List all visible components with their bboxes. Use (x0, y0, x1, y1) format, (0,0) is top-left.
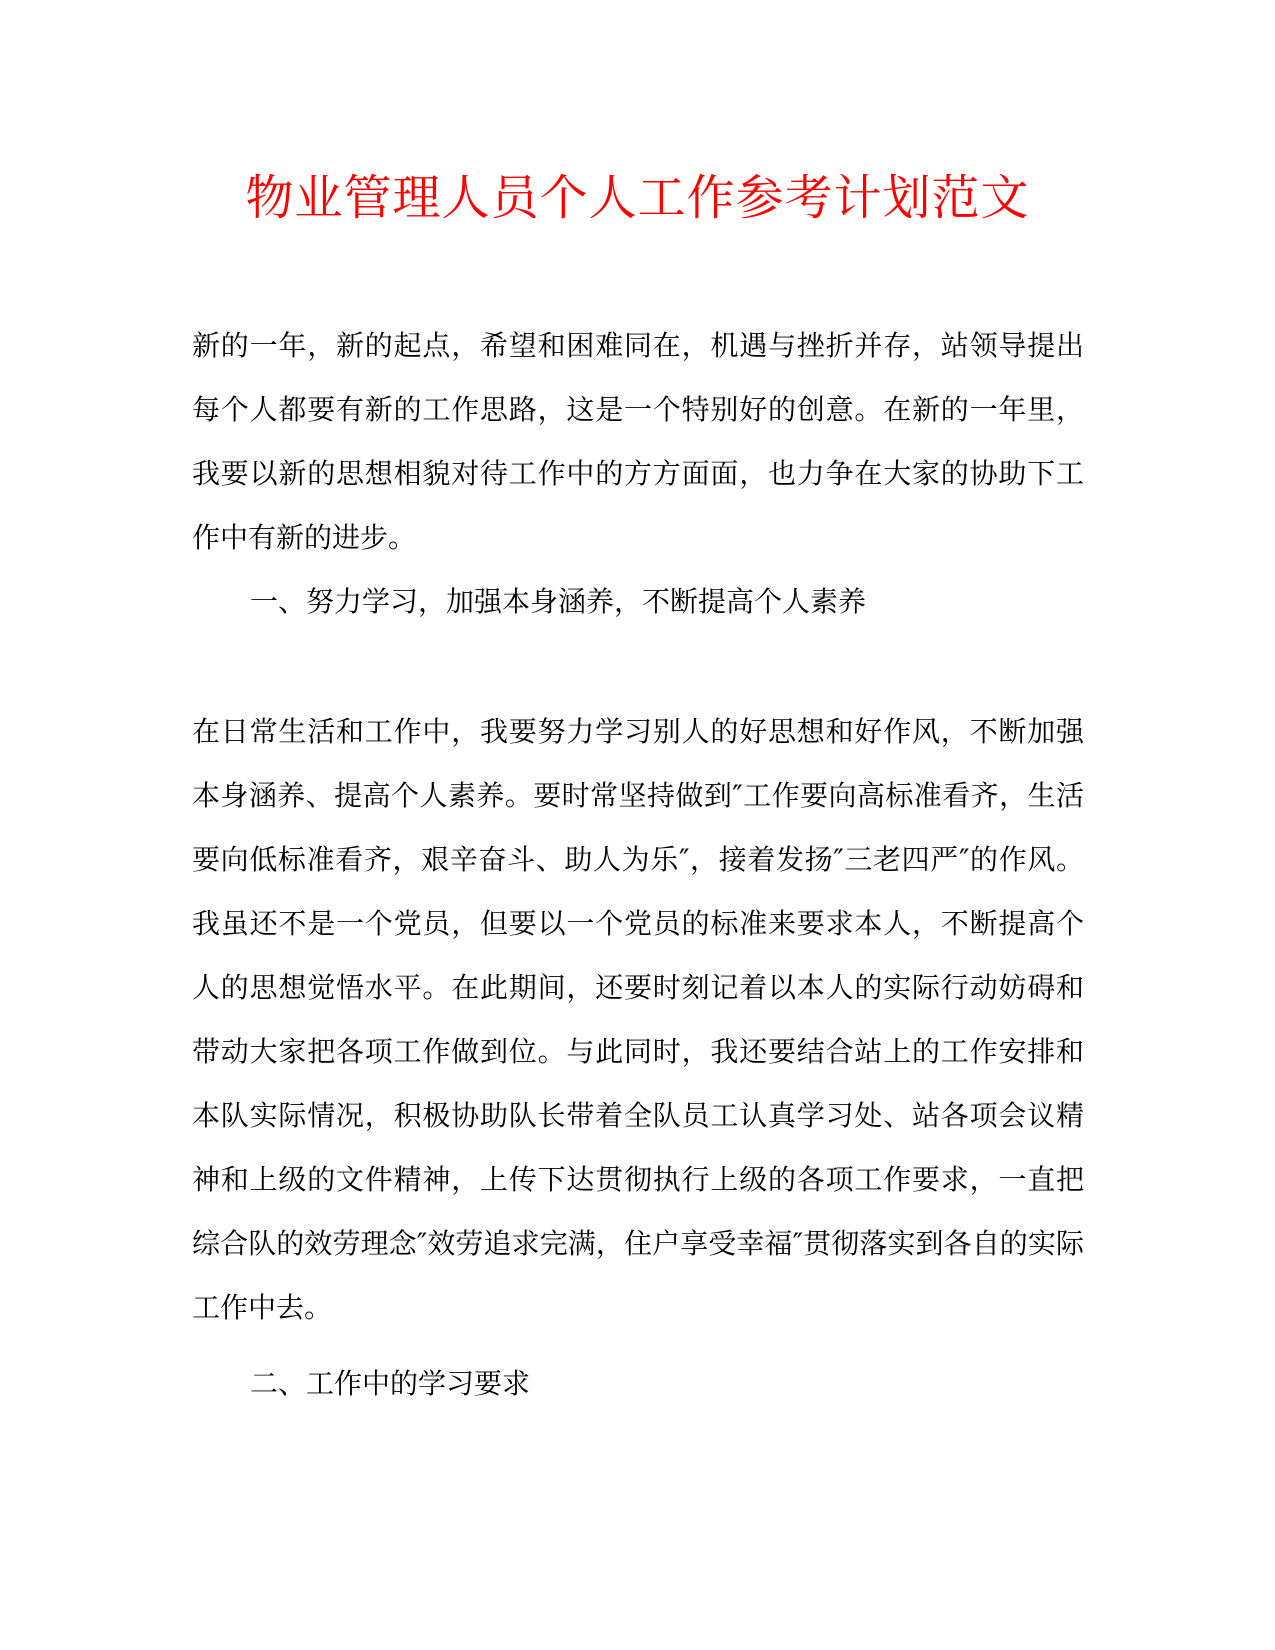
section-heading-1: 一、努力学习，加强本身涵养，不断提高个人素养 (250, 585, 867, 618)
intro-paragraph: 新的一年，新的起点，希望和困难同在，机遇与挫折并存，站领导提出每个人都要有新的工作思路，这是一个特别好的创意。在新的一年里，我要以新的思想相貌对待工作中的方方面面，也力争在大家的协助下工作中有新的进步。 (192, 329, 1084, 554)
section-heading-2: 二、工作中的学习要求 (250, 1367, 531, 1400)
document-title: 物业管理人员个人工作参考计划范文 (245, 170, 1030, 226)
section-1-paragraph: 在日常生活和工作中，我要努力学习别人的好思想和好作风，不断加强本身涵养、提高个人素养。要时常坚持做到″工作要向高标准看齐，生活要向低标准看齐，艰辛奋斗、助人为乐″，接着发扬″三老四严″的作风。我虽还不是一个党员，但要以一个党员的标准来要求本人，不断提高个人的思想觉悟水平。在此期间，还要时刻记着以本人的实际行动妨碍和带动大家把各项工作做到位。与此同时，我还要结合站上的工作安排和本队实际情况，积极协助队长带着全队员工认真学习处、站各项会议精神和上级的文件精神，上传下达贯彻执行上级的各项工作要求，一直把综合队的效劳理念″效劳追求完满，住户享受幸福″贯彻落实到各自的实际工作中去。 (192, 715, 1084, 1324)
